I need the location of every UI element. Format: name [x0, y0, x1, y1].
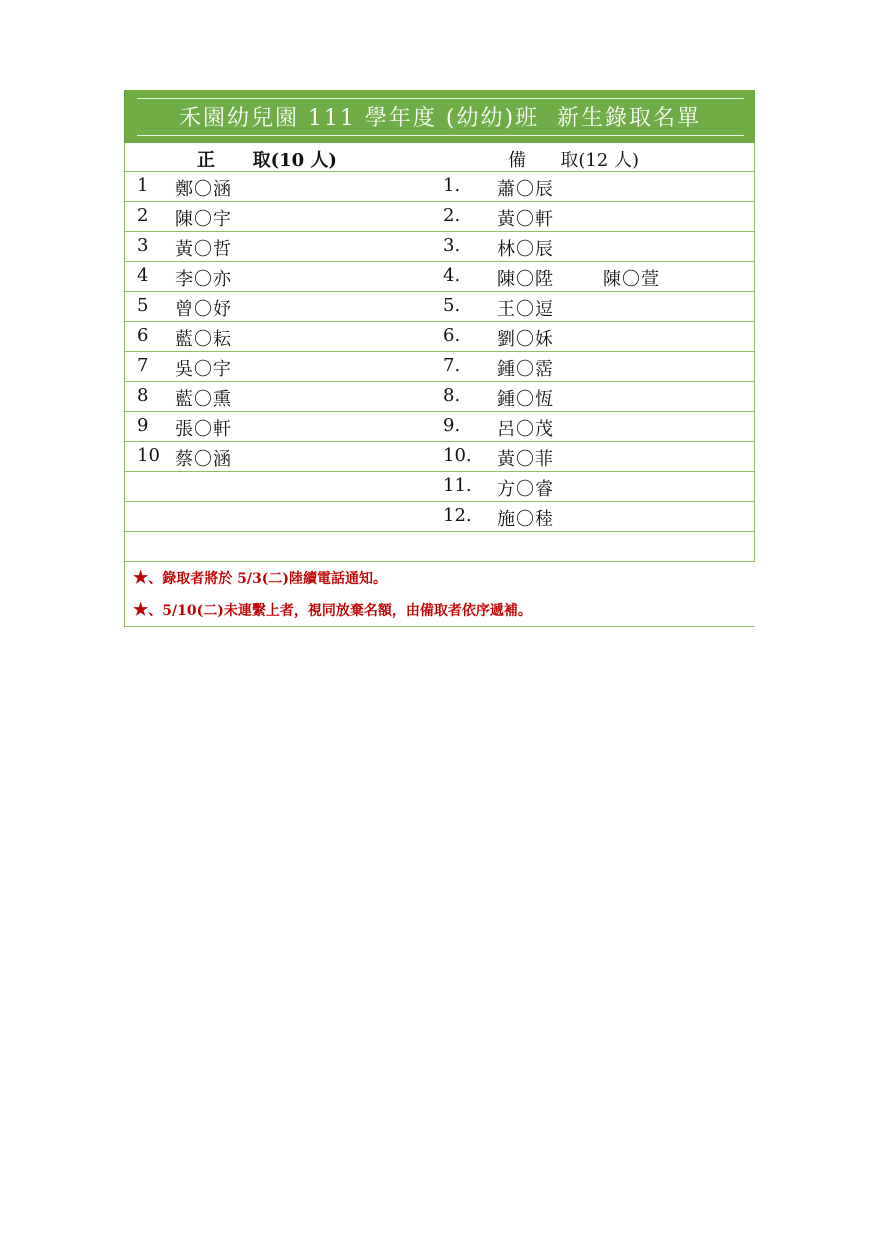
regular-number: 1 — [137, 175, 149, 196]
regular-number: 7 — [137, 355, 149, 376]
waitlist-name: 呂〇茂 — [497, 419, 554, 440]
waitlist-name: 蕭〇辰 — [497, 179, 554, 200]
waitlist-name: 黃〇軒 — [497, 209, 554, 230]
waitlist-extra-name: 陳〇萱 — [603, 269, 660, 290]
waitlist-number: 5. — [443, 295, 461, 316]
list-row — [124, 262, 755, 292]
note-text: 、錄取者將於 5/3(二)陸續電話通知。 — [148, 571, 387, 587]
waitlist-number: 11. — [443, 475, 472, 496]
list-row — [124, 172, 755, 202]
regular-name: 李〇亦 — [175, 269, 232, 290]
name-rows — [124, 172, 755, 562]
waitlist-number: 4. — [443, 265, 461, 286]
list-title: 禾園幼兒園 111 學年度 (幼幼)班 新生錄取名單 — [137, 98, 744, 136]
list-row — [124, 382, 755, 412]
waitlist-name: 林〇辰 — [497, 239, 554, 260]
list-row — [124, 352, 755, 382]
regular-number: 9 — [137, 415, 149, 436]
waitlist-number: 12. — [443, 505, 472, 526]
waitlist-name: 陳〇陞 — [497, 269, 554, 290]
title-banner — [124, 90, 755, 143]
waitlist-number: 1. — [443, 175, 461, 196]
waitlist-number: 7. — [443, 355, 461, 376]
regular-name: 曾〇妤 — [175, 299, 232, 320]
list-row — [124, 412, 755, 442]
regular-name: 藍〇耘 — [175, 329, 232, 350]
waitlist-number: 2. — [443, 205, 461, 226]
waitlist-name: 鍾〇霑 — [497, 359, 554, 380]
list-row — [124, 202, 755, 232]
note-1 — [125, 562, 755, 594]
regular-name: 黃〇哲 — [175, 239, 232, 260]
waitlist-number: 8. — [443, 385, 461, 406]
regular-number: 6 — [137, 325, 149, 346]
star-icon: ★ — [133, 600, 149, 620]
regular-name: 蔡〇涵 — [175, 449, 232, 470]
regular-number: 10 — [137, 445, 160, 466]
waitlist-number: 9. — [443, 415, 461, 436]
waitlist-name: 鍾〇恆 — [497, 389, 554, 410]
waitlist-name: 方〇睿 — [497, 479, 554, 500]
column-header-row — [124, 143, 755, 172]
notes-section — [124, 562, 755, 627]
regular-number: 2 — [137, 205, 149, 226]
list-row — [124, 532, 755, 562]
regular-name: 鄭〇涵 — [175, 179, 232, 200]
list-row — [124, 442, 755, 472]
waitlist-header: 備 取(12 人) — [508, 150, 640, 171]
waitlist-number: 6. — [443, 325, 461, 346]
list-row — [124, 232, 755, 262]
regular-name: 吳〇宇 — [175, 359, 232, 380]
list-row — [124, 472, 755, 502]
regular-number: 8 — [137, 385, 149, 406]
regular-number: 4 — [137, 265, 149, 286]
waitlist-number: 10. — [443, 445, 472, 466]
note-2 — [125, 594, 755, 627]
note-text: 、5/10(二)未連繫上者，視同放棄名額，由備取者依序遞補。 — [148, 603, 532, 619]
regular-name: 陳〇宇 — [175, 209, 232, 230]
waitlist-name: 施〇稑 — [497, 509, 554, 530]
admission-list-sheet — [124, 90, 755, 627]
waitlist-name: 王〇逗 — [497, 299, 554, 320]
waitlist-name: 劉〇姀 — [497, 329, 554, 350]
regular-name: 藍〇熏 — [175, 389, 232, 410]
regular-number: 5 — [137, 295, 149, 316]
star-icon: ★ — [133, 568, 149, 588]
regular-name: 張〇軒 — [175, 419, 232, 440]
waitlist-number: 3. — [443, 235, 461, 256]
regular-number: 3 — [137, 235, 149, 256]
list-row — [124, 292, 755, 322]
list-row — [124, 502, 755, 532]
waitlist-name: 黃〇菲 — [497, 449, 554, 470]
regular-admission-header: 正 取(10 人) — [197, 150, 337, 171]
list-row — [124, 322, 755, 352]
